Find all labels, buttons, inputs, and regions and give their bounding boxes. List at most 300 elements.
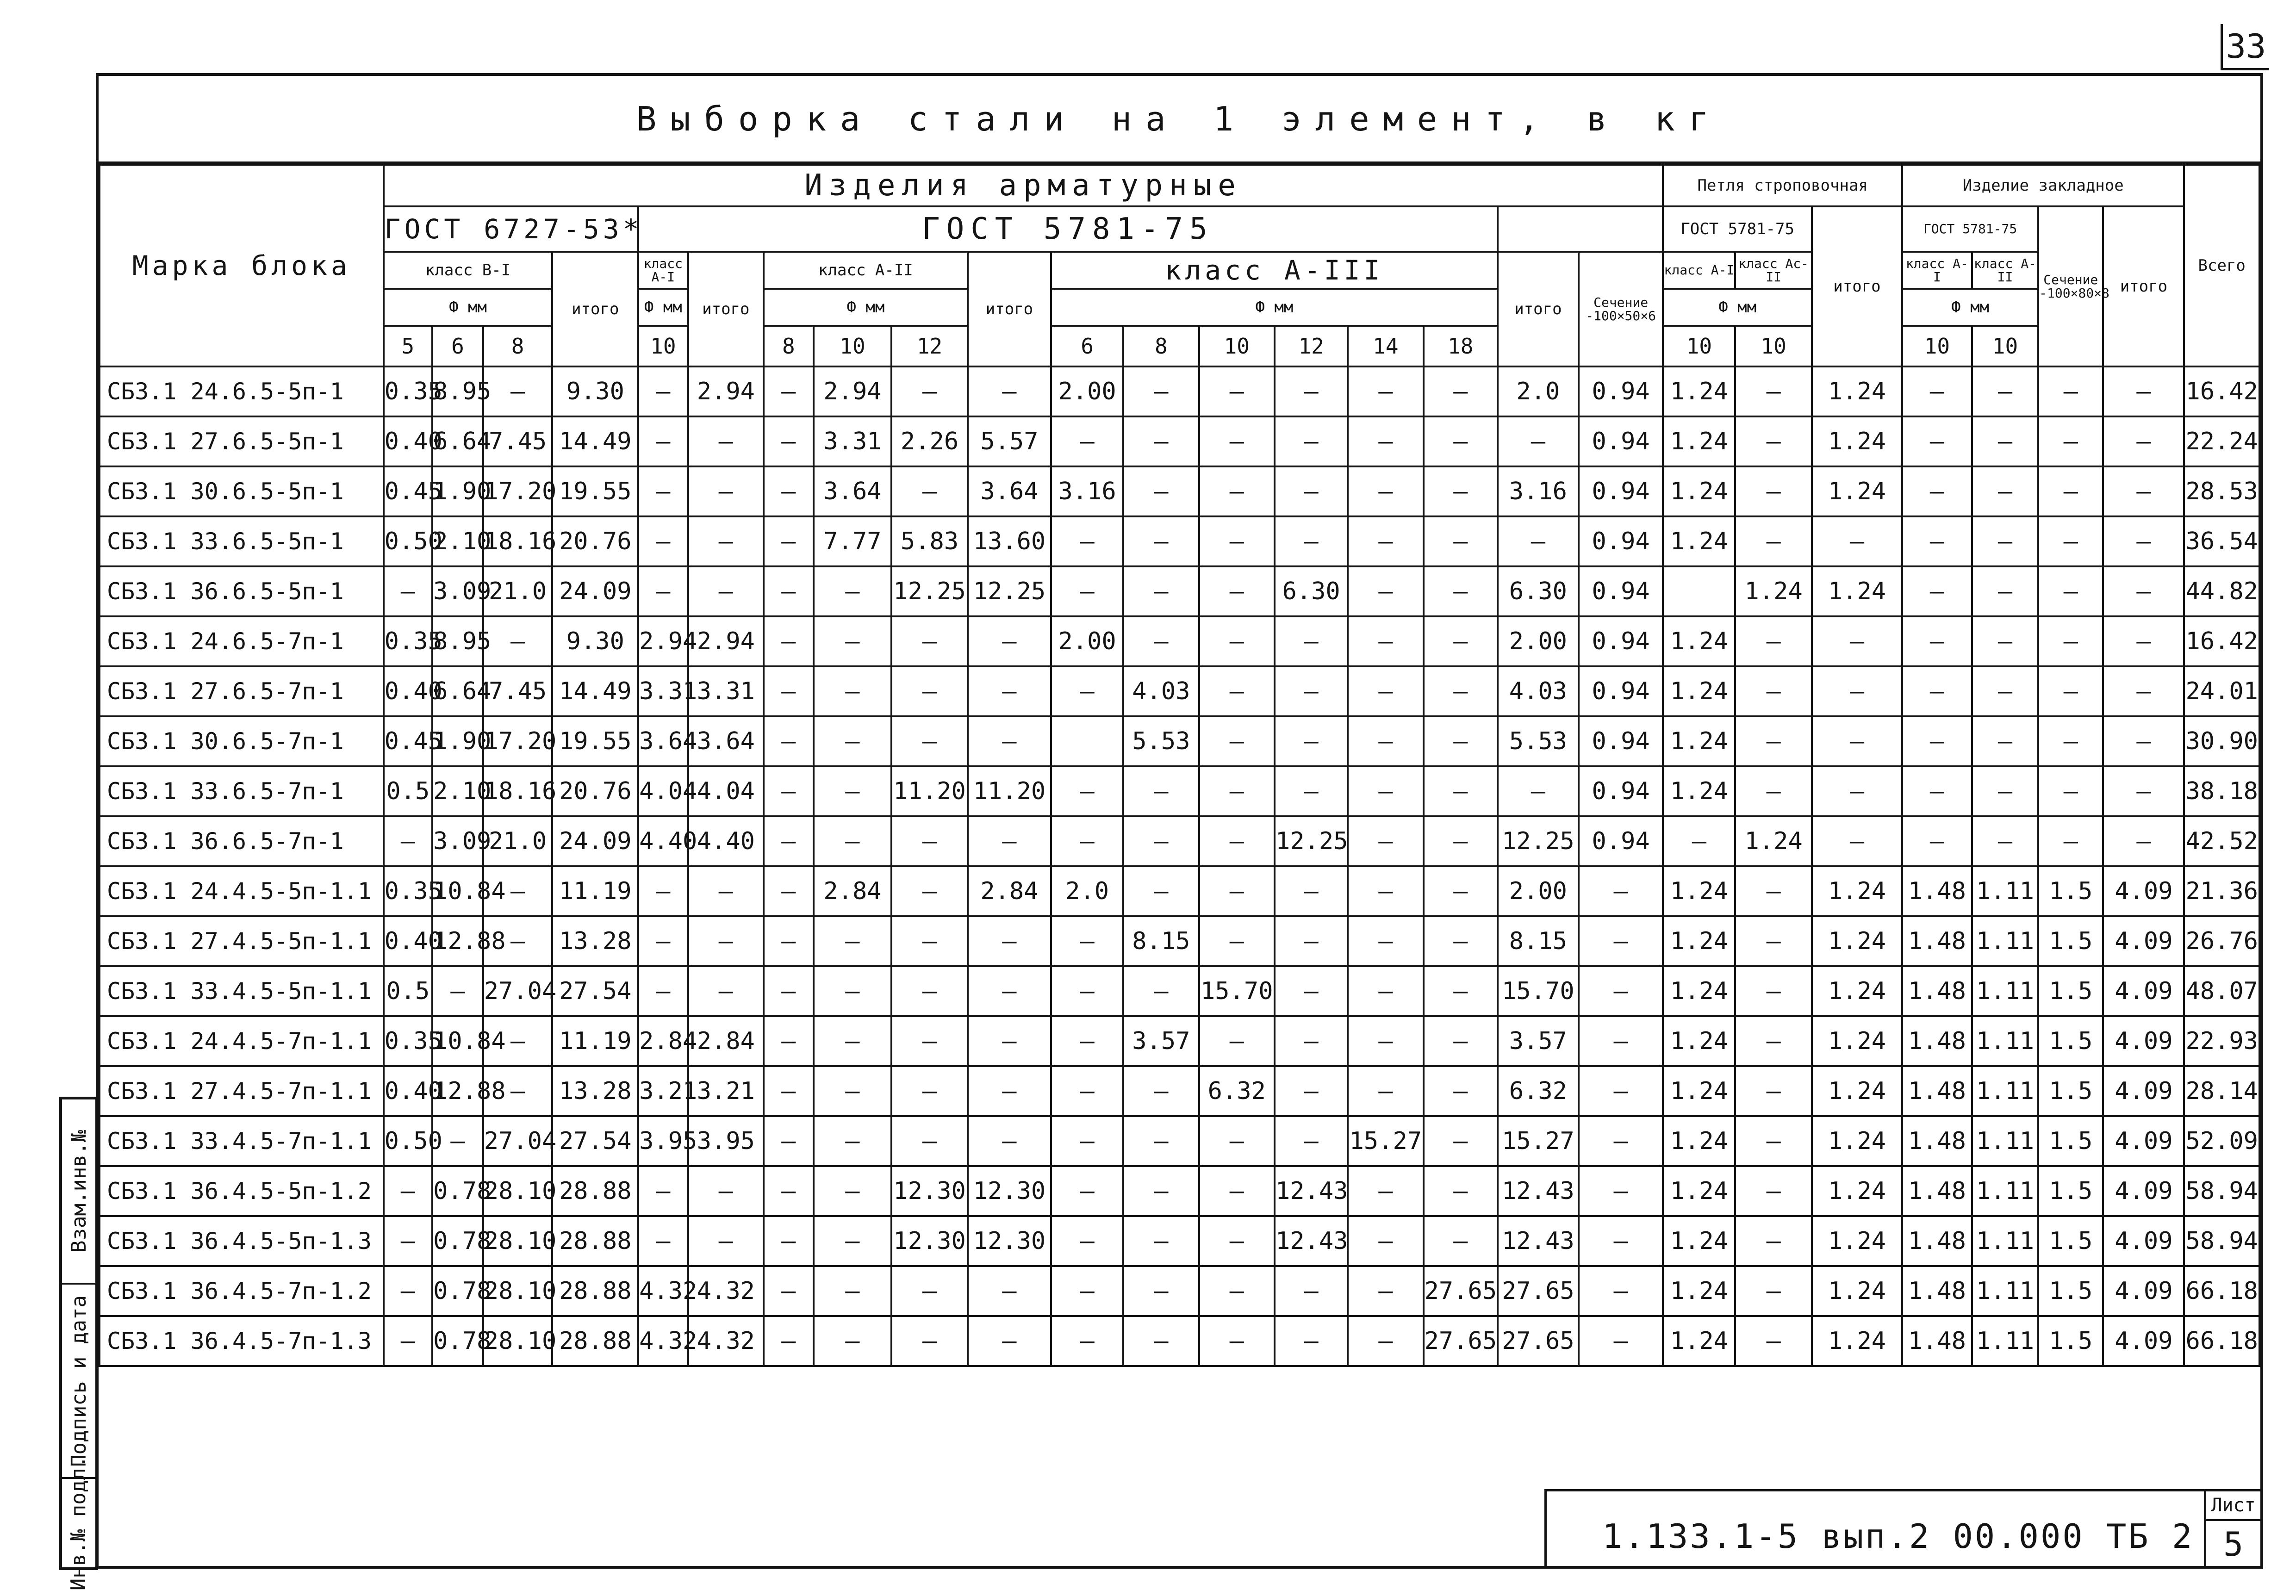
row-cell: 1.24 [1663,716,1735,766]
row-mark: СБ3.1 36.6.5-5п-1 [100,566,384,616]
row-cell: — [764,716,814,766]
row-cell: — [384,566,432,616]
table-row [100,766,2259,816]
row-cell: 24.01 [2184,666,2259,716]
row-cell: 28.53 [2184,466,2259,516]
row-cell: 1.24 [1663,866,1735,916]
row-cell: 2.00 [1051,616,1123,666]
row-cell: — [1424,766,1498,816]
steel-table [99,164,2260,1367]
row-cell: — [1424,366,1498,416]
header-zaklad: Изделие закладное [1902,165,2184,206]
row-cell: 1.24 [1812,1266,1902,1316]
table-row [100,916,2259,966]
row-cell: 1.48 [1902,1166,1972,1216]
row-cell: — [638,1216,688,1266]
row-cell: 1.24 [1812,566,1902,616]
row-cell: — [1348,416,1423,466]
row-cell: 8.15 [1123,916,1199,966]
row-cell: — [1348,366,1423,416]
diam-a3-18: 18 [1424,326,1498,366]
row-cell: — [688,416,764,466]
row-cell: 4.03 [1498,666,1579,716]
row-cell: — [1424,1016,1498,1066]
row-cell: 2.26 [891,416,967,466]
row-cell: — [1812,716,1902,766]
row-cell: 0.35 [384,366,432,416]
row-cell: — [1348,1166,1423,1216]
row-cell: — [764,766,814,816]
row-cell: 1.24 [1812,1016,1902,1066]
row-cell: — [1663,816,1735,866]
row-cell: — [1812,766,1902,816]
header-petlya-gost: ГОСТ 5781-75 [1663,206,1812,252]
row-cell: — [1051,566,1123,616]
row-cell: — [1348,716,1423,766]
row-cell: 3.09 [432,816,483,866]
row-mark: СБ3.1 24.4.5-5п-1.1 [100,866,384,916]
row-cell: — [1275,366,1348,416]
row-cell: — [1902,616,1972,666]
row-cell: 26.76 [2184,916,2259,966]
row-cell: 1.5 [2038,1116,2103,1166]
row-cell: — [814,1066,892,1116]
row-cell: 12.30 [968,1216,1051,1266]
row-cell: — [1123,416,1199,466]
row-cell: 4.09 [2103,916,2184,966]
row-cell: 2.0 [1498,366,1579,416]
row-cell: — [2038,466,2103,516]
row-cell: 19.55 [552,716,638,766]
row-cell: 1.5 [2038,966,2103,1016]
header-dmm-a3: Ф мм [1051,289,1498,326]
row-cell: — [1579,916,1663,966]
row-cell: 1.11 [1972,866,2038,916]
row-cell: — [1199,866,1275,916]
row-cell: 6.64 [432,416,483,466]
diam-petlya-1: 10 [1663,326,1735,366]
row-cell: 2.84 [638,1016,688,1066]
table-row [100,1116,2259,1166]
row-cell: — [891,1116,967,1166]
row-mark: СБ3.1 27.4.5-5п-1.1 [100,916,384,966]
row-cell: — [1199,1316,1275,1366]
row-cell: 12.30 [968,1166,1051,1216]
row-cell: 42.52 [2184,816,2259,866]
header-a3-itogo: итого [1498,252,1579,366]
table-row [100,616,2259,666]
row-cell: 2.00 [1498,616,1579,666]
row-cell: — [688,966,764,1016]
row-cell: 1.24 [1663,766,1735,816]
row-cell: — [764,966,814,1016]
row-cell: — [814,916,892,966]
row-cell: 1.5 [2038,866,2103,916]
row-cell: — [764,866,814,916]
row-cell: — [483,916,553,966]
row-cell: 1.5 [2038,1166,2103,1216]
row-cell: — [1199,1016,1275,1066]
row-cell: — [638,566,688,616]
table-row [100,966,2259,1016]
row-cell: — [1424,666,1498,716]
row-cell: — [1275,1016,1348,1066]
row-cell: 66.18 [2184,1266,2259,1316]
row-cell: — [1348,866,1423,916]
row-cell: 7.77 [814,516,892,566]
row-cell: — [1275,866,1348,916]
header-sechenie-2: Сечение -100×80×8 [2038,206,2103,366]
row-cell: — [1199,616,1275,666]
row-cell: — [1424,916,1498,966]
row-cell: — [814,966,892,1016]
row-cell: — [1051,766,1123,816]
table-row [100,416,2259,466]
row-cell: 1.24 [1812,916,1902,966]
row-cell: 1.24 [1735,566,1812,616]
row-cell: 0.35 [384,1016,432,1066]
row-cell: — [1579,1266,1663,1316]
row-cell: — [968,1316,1051,1366]
row-cell: — [1051,1016,1123,1066]
table-row [100,1166,2259,1216]
row-cell: 1.5 [2038,1066,2103,1116]
row-cell: — [1424,516,1498,566]
row-cell: 1.24 [1812,966,1902,1016]
row-cell: — [2103,566,2184,616]
row-cell: — [1199,1266,1275,1316]
row-cell: 0.40 [384,1066,432,1116]
row-cell: 48.07 [2184,966,2259,1016]
row-cell: — [1424,1066,1498,1116]
row-cell: 1.11 [1972,1266,2038,1316]
row-cell: 12.88 [432,1066,483,1116]
row-cell: 3.21 [688,1066,764,1116]
row-cell: — [1275,1266,1348,1316]
row-cell: — [814,1116,892,1166]
header-klass-b1: класс В-I [384,252,553,289]
row-cell: — [1275,666,1348,716]
row-cell: — [1199,516,1275,566]
header-petlya-k2: класс Ас-II [1735,252,1812,289]
row-cell: — [891,666,967,716]
table-body [100,366,2259,1366]
row-cell: — [1051,1216,1123,1266]
row-cell: 0.35 [384,616,432,666]
row-cell: — [968,1116,1051,1166]
row-cell: 3.64 [638,716,688,766]
diam-a3-10: 10 [1199,326,1275,366]
row-cell: — [814,816,892,866]
row-cell: 0.78 [432,1216,483,1266]
row-cell: 1.24 [1812,416,1902,466]
row-cell: — [891,616,967,666]
row-cell: 0.78 [432,1316,483,1366]
row-cell: — [764,1016,814,1066]
row-cell: 58.94 [2184,1216,2259,1266]
row-cell: — [1123,616,1199,666]
row-cell: 1.24 [1663,1316,1735,1366]
row-cell: — [1199,416,1275,466]
side-cell-podpis [62,1285,95,1479]
row-cell: — [1199,716,1275,766]
row-cell: 12.43 [1275,1166,1348,1216]
header-klass-a2: класс А-II [764,252,968,289]
row-cell: 27.04 [483,966,553,1016]
header-izdelia: Изделия арматурные [384,165,1663,206]
row-cell: — [1735,516,1812,566]
row-cell: — [1579,866,1663,916]
row-cell: — [1051,966,1123,1016]
row-cell: — [1199,816,1275,866]
title-block-stamp [1544,1489,2260,1569]
row-cell: 2.94 [638,616,688,666]
row-cell: — [1348,916,1423,966]
header-petlya: Петля строповочная [1663,165,1902,206]
row-cell: 8.95 [432,616,483,666]
row-cell: — [1275,966,1348,1016]
row-mark: СБ3.1 36.4.5-7п-1.3 [100,1316,384,1366]
row-cell: 4.09 [2103,866,2184,916]
row-cell: 27.65 [1498,1316,1579,1366]
row-cell: — [1735,1216,1812,1266]
header-dmm-a1: Ф мм [638,289,688,326]
row-cell: 3.64 [814,466,892,516]
row-cell: 14.49 [552,416,638,466]
row-cell: — [1123,866,1199,916]
row-cell: — [764,416,814,466]
row-cell: 12.30 [891,1216,967,1266]
row-cell: — [1199,566,1275,616]
row-cell: 0.5 [384,766,432,816]
row-cell: — [891,466,967,516]
row-cell: — [688,566,764,616]
row-cell: — [1972,416,2038,466]
row-cell: — [1348,816,1423,866]
row-cell: — [1579,1166,1663,1216]
row-cell: 12.30 [891,1166,967,1216]
row-cell: — [384,816,432,866]
row-cell: — [814,666,892,716]
row-cell: — [1424,1116,1498,1166]
row-cell: 10.84 [432,1016,483,1066]
row-cell: — [1424,816,1498,866]
row-cell: — [1123,1316,1199,1366]
row-cell: 4.40 [638,816,688,866]
row-cell: 27.65 [1498,1266,1579,1316]
row-cell: 3.31 [688,666,764,716]
row-cell: — [1424,566,1498,616]
row-cell: — [1902,716,1972,766]
table-row [100,666,2259,716]
row-cell: — [1735,716,1812,766]
table-row [100,566,2259,616]
row-cell: — [1735,666,1812,716]
row-cell: — [814,1216,892,1266]
row-cell: — [2103,516,2184,566]
row-cell: 0.5 [384,966,432,1016]
row-cell: 12.25 [1498,816,1579,866]
row-cell: 11.20 [968,766,1051,816]
row-cell: 21.0 [483,566,553,616]
row-cell: — [968,816,1051,866]
row-cell: — [1051,1066,1123,1116]
row-cell: 24.09 [552,816,638,866]
row-cell: 1.5 [2038,1216,2103,1266]
row-cell: — [1424,966,1498,1016]
row-cell: — [1972,766,2038,816]
row-cell: — [2038,666,2103,716]
row-cell: — [384,1266,432,1316]
table-row [100,816,2259,866]
row-cell: 1.48 [1902,966,1972,1016]
row-cell: 27.54 [552,1116,638,1166]
row-cell: 4.32 [638,1266,688,1316]
row-cell: 0.78 [432,1166,483,1216]
row-cell: 4.09 [2103,1066,2184,1116]
row-cell: 28.10 [483,1166,553,1216]
header-klass-a1: класс А-I [638,252,688,289]
row-cell: 4.40 [688,816,764,866]
row-cell: 4.32 [688,1316,764,1366]
row-cell [1051,716,1123,766]
row-cell: — [891,366,967,416]
row-cell: — [2103,416,2184,466]
header-zaklad-k1: класс А-I [1902,252,1972,289]
row-cell: — [1424,616,1498,666]
diam-a3-6: 6 [1051,326,1123,366]
row-cell: — [764,516,814,566]
row-cell: — [968,616,1051,666]
row-cell: — [1275,616,1348,666]
row-cell: — [1902,416,1972,466]
row-cell: — [1275,766,1348,816]
side-strip [59,1097,98,1591]
row-cell: — [968,1266,1051,1316]
row-cell: — [1579,1316,1663,1366]
row-cell: 3.57 [1123,1016,1199,1066]
row-mark: СБ3.1 36.4.5-5п-1.2 [100,1166,384,1216]
row-cell: — [1348,966,1423,1016]
row-cell: — [1902,366,1972,416]
row-cell: 0.94 [1579,466,1663,516]
row-cell: 6.32 [1498,1066,1579,1116]
row-cell: — [1123,816,1199,866]
row-cell: 1.11 [1972,1216,2038,1266]
row-cell: 1.90 [432,466,483,516]
row-cell: 3.57 [1498,1016,1579,1066]
row-cell: — [1123,566,1199,616]
row-cell: — [1972,366,2038,416]
row-cell: 4.03 [1123,666,1199,716]
row-cell: — [764,366,814,416]
row-cell: — [1579,1216,1663,1266]
row-cell: — [384,1166,432,1216]
row-cell: — [764,466,814,516]
sheet-box [2204,1491,2260,1569]
row-cell: — [1051,1316,1123,1366]
row-cell: — [814,1316,892,1366]
row-cell: — [891,1016,967,1066]
row-cell: — [1123,366,1199,416]
row-cell: — [891,816,967,866]
row-cell: 28.88 [552,1216,638,1266]
row-cell: 1.24 [1663,616,1735,666]
row-cell: 0.94 [1579,716,1663,766]
row-cell: 28.10 [483,1316,553,1366]
row-cell: 1.24 [1812,366,1902,416]
row-cell: — [2103,666,2184,716]
row-cell: — [1902,816,1972,866]
row-cell: — [384,1216,432,1266]
row-cell: — [968,1016,1051,1066]
diam-b1-8: 8 [483,326,553,366]
row-cell: 30.90 [2184,716,2259,766]
row-cell: 1.48 [1902,1316,1972,1366]
row-cell: — [1735,1266,1812,1316]
diam-zaklad-2: 10 [1972,326,2038,366]
row-cell: 4.09 [2103,1316,2184,1366]
row-cell: — [1902,566,1972,616]
row-cell: — [2103,616,2184,666]
row-cell: 12.25 [968,566,1051,616]
row-cell: — [2103,766,2184,816]
row-cell: — [1275,1066,1348,1116]
row-cell: — [2038,416,2103,466]
row-cell: — [688,916,764,966]
row-cell: — [1199,466,1275,516]
row-cell: — [1902,516,1972,566]
table-row [100,1216,2259,1266]
row-cell: 28.88 [552,1166,638,1216]
row-cell: 3.16 [1498,466,1579,516]
row-cell: 0.35 [384,866,432,916]
row-cell: — [764,916,814,966]
row-cell: 1.90 [432,716,483,766]
row-cell: — [483,616,553,666]
row-cell: — [638,866,688,916]
header-sechenie-1: Сечение -100×50×6 [1579,252,1663,366]
row-cell: 13.28 [552,916,638,966]
row-cell: — [688,1216,764,1266]
row-cell: — [1199,366,1275,416]
row-cell: 1.48 [1902,1216,1972,1266]
row-cell: — [638,416,688,466]
row-cell: — [1812,666,1902,716]
header-blank [1498,206,1663,252]
row-cell: — [1051,1266,1123,1316]
row-cell: 0.40 [384,916,432,966]
row-cell: 1.48 [1902,1116,1972,1166]
row-cell: — [1972,566,2038,616]
row-cell: — [1498,416,1579,466]
row-mark: СБ3.1 27.6.5-5п-1 [100,416,384,466]
row-cell: 5.83 [891,516,967,566]
table-row [100,866,2259,916]
row-cell: — [1348,466,1423,516]
row-cell: — [1735,1316,1812,1366]
row-cell: — [1348,1016,1423,1066]
row-cell: — [891,716,967,766]
row-cell: — [1123,966,1199,1016]
row-cell: 1.24 [1812,1116,1902,1166]
row-cell: — [483,366,553,416]
row-cell: — [1199,1216,1275,1266]
row-mark: СБ3.1 36.4.5-5п-1.3 [100,1216,384,1266]
row-cell: — [1275,716,1348,766]
row-cell: 27.65 [1424,1266,1498,1316]
row-cell: — [891,1066,967,1116]
